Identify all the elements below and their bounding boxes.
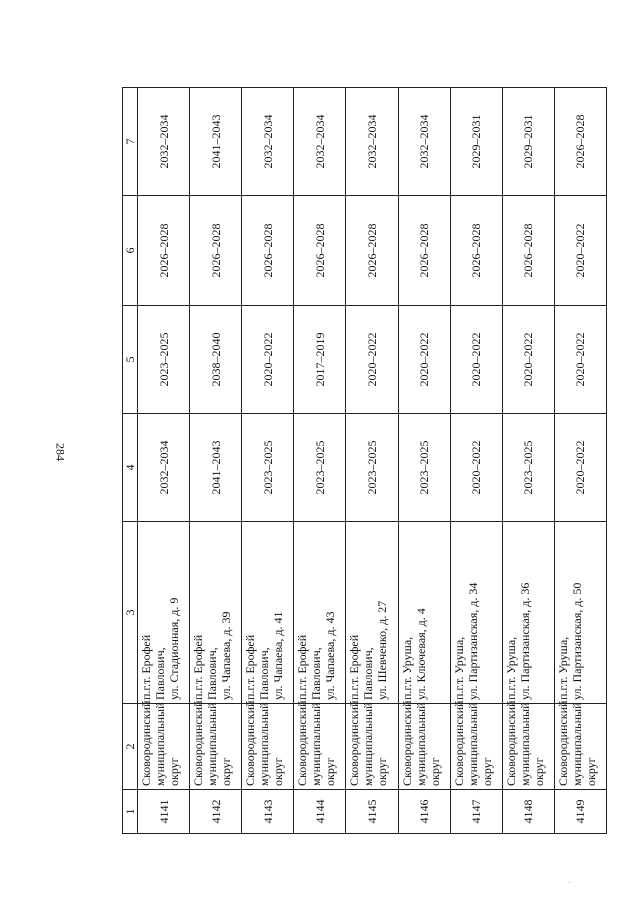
address-line: п.г.т. Ерофей bbox=[295, 634, 310, 700]
district-line: муниципальный bbox=[465, 702, 480, 786]
table-row bbox=[190, 88, 242, 834]
address-cell bbox=[398, 522, 450, 704]
district-line: округ bbox=[375, 757, 390, 786]
district-line: Сковородинский bbox=[399, 700, 414, 786]
period-cell-c7: 2029–2031 bbox=[502, 88, 554, 196]
rotated-table-container bbox=[122, 88, 607, 834]
address-line: п.г.т. Уруша, bbox=[555, 636, 570, 700]
district-line: округ bbox=[271, 757, 286, 786]
table-row bbox=[554, 88, 606, 834]
address-line: ул. Чапаева, д. 43 bbox=[323, 611, 338, 700]
period-cell-c7: 2032–2034 bbox=[294, 88, 346, 196]
district-line: Сковородинский bbox=[243, 700, 258, 786]
district-cell bbox=[138, 700, 190, 790]
period-cell-c7: 2032–2034 bbox=[242, 88, 294, 196]
address-cell bbox=[294, 522, 346, 704]
district-line: Сковородинский bbox=[295, 700, 310, 786]
address-cell bbox=[190, 522, 242, 704]
header-row bbox=[123, 88, 138, 834]
column-header: 4 bbox=[123, 414, 138, 522]
period-cell-c4: 2020–2022 bbox=[554, 414, 606, 522]
district-line: муниципальный bbox=[205, 702, 220, 786]
row-id-cell: 4144 bbox=[294, 790, 346, 834]
address-line: п.г.т. Уруша, bbox=[399, 636, 414, 700]
table-row bbox=[398, 88, 450, 834]
scan-mark: · bbox=[568, 878, 571, 887]
address-line: п.г.т. Уруша, bbox=[451, 636, 466, 700]
district-line: муниципальный bbox=[257, 702, 272, 786]
address-cell bbox=[242, 522, 294, 704]
address-line: ул. Ключевая, д. 4 bbox=[413, 608, 428, 700]
period-cell-c7: 2041–2043 bbox=[190, 88, 242, 196]
period-cell-c6: 2026–2028 bbox=[294, 196, 346, 306]
row-id-cell: 4148 bbox=[502, 790, 554, 834]
period-cell-c4: 2032–2034 bbox=[138, 414, 190, 522]
column-header: 6 bbox=[123, 196, 138, 306]
table-body bbox=[138, 88, 607, 834]
row-id-cell: 4145 bbox=[346, 790, 398, 834]
period-cell-c5: 2038–2040 bbox=[190, 306, 242, 414]
table-row bbox=[138, 88, 190, 834]
column-header: 5 bbox=[123, 306, 138, 414]
address-cell bbox=[346, 522, 398, 704]
period-cell-c7: 2029–2031 bbox=[450, 88, 502, 196]
district-cell bbox=[502, 700, 554, 790]
period-cell-c5: 2020–2022 bbox=[398, 306, 450, 414]
period-cell-c5: 2020–2022 bbox=[554, 306, 606, 414]
period-cell-c7: 2032–2034 bbox=[398, 88, 450, 196]
period-cell-c7: 2032–2034 bbox=[138, 88, 190, 196]
period-cell-c4: 2041–2043 bbox=[190, 414, 242, 522]
district-line: округ bbox=[323, 757, 338, 786]
district-line: округ bbox=[531, 757, 546, 786]
period-cell-c6: 2026–2028 bbox=[502, 196, 554, 306]
period-cell-c6: 2026–2028 bbox=[138, 196, 190, 306]
address-line: ул. Партизанская, д. 34 bbox=[465, 582, 480, 700]
address-line: п.г.т. Ерофей bbox=[139, 634, 153, 700]
page-number: 284 bbox=[53, 443, 68, 461]
period-cell-c5: 2023–2025 bbox=[138, 306, 190, 414]
period-cell-c4: 2023–2025 bbox=[346, 414, 398, 522]
address-line: ул. Чапаева, д. 41 bbox=[271, 611, 286, 700]
address-line: ул. Партизанская, д. 50 bbox=[569, 582, 584, 700]
address-line: п.г.т. Ерофей bbox=[347, 634, 362, 700]
district-line: округ bbox=[583, 757, 598, 786]
period-cell-c4: 2023–2025 bbox=[242, 414, 294, 522]
period-cell-c5: 2020–2022 bbox=[346, 306, 398, 414]
address-line: Павлович, bbox=[309, 647, 324, 700]
district-cell bbox=[190, 700, 242, 790]
column-header: 3 bbox=[123, 522, 138, 704]
address-line: ул. Чапаева, д. 39 bbox=[219, 611, 234, 700]
period-cell-c5: 2020–2022 bbox=[242, 306, 294, 414]
period-cell-c6: 2020–2022 bbox=[554, 196, 606, 306]
district-line: муниципальный bbox=[309, 702, 324, 786]
district-cell bbox=[398, 700, 450, 790]
district-line: муниципальный bbox=[153, 702, 167, 786]
period-cell-c4: 2023–2025 bbox=[398, 414, 450, 522]
period-cell-c5: 2020–2022 bbox=[502, 306, 554, 414]
row-id-cell: 4147 bbox=[450, 790, 502, 834]
district-line: Сковородинский bbox=[555, 700, 570, 786]
schedule-table bbox=[122, 87, 607, 834]
period-cell-c4: 2023–2025 bbox=[502, 414, 554, 522]
address-line: Павлович, bbox=[153, 647, 167, 700]
period-cell-c6: 2026–2028 bbox=[450, 196, 502, 306]
row-id-cell: 4141 bbox=[138, 790, 190, 834]
address-line: ул. Стадионная, д. 9 bbox=[167, 597, 181, 700]
row-id-cell: 4143 bbox=[242, 790, 294, 834]
district-line: округ bbox=[219, 757, 234, 786]
table-row bbox=[294, 88, 346, 834]
district-line: Сковородинский bbox=[503, 700, 518, 786]
address-cell bbox=[554, 522, 606, 704]
period-cell-c6: 2026–2028 bbox=[346, 196, 398, 306]
row-id-cell: 4142 bbox=[190, 790, 242, 834]
district-cell bbox=[294, 700, 346, 790]
district-line: округ bbox=[167, 757, 181, 786]
address-cell bbox=[138, 522, 190, 704]
district-cell bbox=[450, 700, 502, 790]
address-cell bbox=[502, 522, 554, 704]
district-line: муниципальный bbox=[413, 702, 428, 786]
address-line: п.г.т. Уруша, bbox=[503, 636, 518, 700]
district-line: Сковородинский bbox=[451, 700, 466, 786]
district-line: Сковородинский bbox=[139, 700, 153, 786]
address-line: п.г.т. Ерофей bbox=[243, 634, 258, 700]
table-row bbox=[346, 88, 398, 834]
district-line: муниципальный bbox=[517, 702, 532, 786]
district-cell bbox=[346, 700, 398, 790]
column-header: 2 bbox=[123, 704, 138, 790]
district-line: округ bbox=[427, 757, 442, 786]
period-cell-c7: 2026–2028 bbox=[554, 88, 606, 196]
address-line: Павлович, bbox=[205, 647, 220, 700]
table-row bbox=[502, 88, 554, 834]
address-line: Павлович, bbox=[361, 647, 376, 700]
table-row bbox=[450, 88, 502, 834]
period-cell-c4: 2023–2025 bbox=[294, 414, 346, 522]
district-cell bbox=[242, 700, 294, 790]
period-cell-c4: 2020–2022 bbox=[450, 414, 502, 522]
address-line: п.г.т. Ерофей bbox=[191, 634, 206, 700]
address-line: ул. Шевченко, д. 27 bbox=[375, 600, 390, 700]
district-cell bbox=[554, 700, 606, 790]
period-cell-c5: 2020–2022 bbox=[450, 306, 502, 414]
period-cell-c6: 2026–2028 bbox=[242, 196, 294, 306]
district-line: муниципальный bbox=[361, 702, 376, 786]
period-cell-c5: 2017–2019 bbox=[294, 306, 346, 414]
district-line: Сковородинский bbox=[347, 700, 362, 786]
district-line: муниципальный bbox=[569, 702, 584, 786]
column-header: 7 bbox=[123, 88, 138, 196]
district-line: округ bbox=[479, 757, 494, 786]
district-line: Сковородинский bbox=[191, 700, 206, 786]
table-row bbox=[242, 88, 294, 834]
column-header: 1 bbox=[123, 790, 138, 834]
row-id-cell: 4149 bbox=[554, 790, 606, 834]
period-cell-c6: 2026–2028 bbox=[398, 196, 450, 306]
period-cell-c7: 2032–2034 bbox=[346, 88, 398, 196]
row-id-cell: 4146 bbox=[398, 790, 450, 834]
address-cell bbox=[450, 522, 502, 704]
address-line: Павлович, bbox=[257, 647, 272, 700]
period-cell-c6: 2026–2028 bbox=[190, 196, 242, 306]
address-line: ул. Партизанская, д. 36 bbox=[517, 582, 532, 700]
